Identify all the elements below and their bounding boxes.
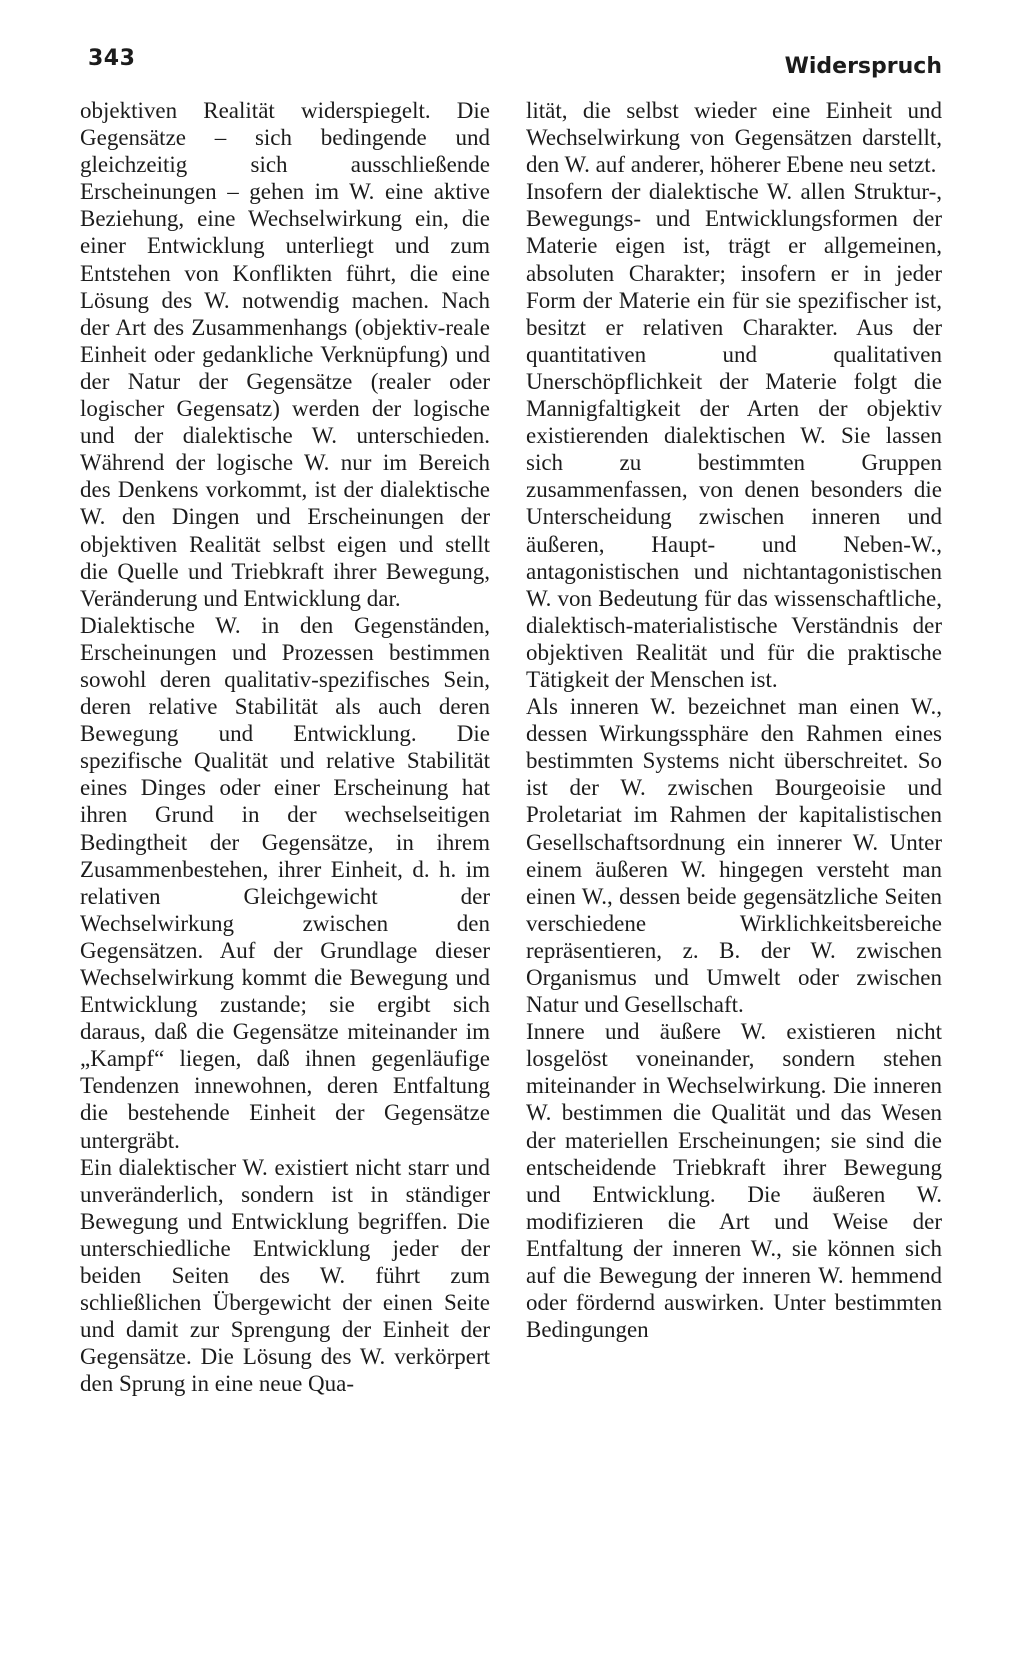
paragraph: lität, die selbst wieder eine Einheit und Wechselwirkung von Gegensätzen darstellt, den W. auf anderer, höherer Ebene neu setzt. bbox=[526, 98, 942, 178]
right-column bbox=[526, 97, 942, 1343]
paragraph: Dialektische W. in den Gegenständen, Erscheinungen und Prozessen bestimmen sowohl deren qualitativ-spezifisches Sein, deren relative Stabilität als auch deren Bewegung und Entwicklung. Die spezifische Qualität und relative Stabilität eines Dinges oder einer Erscheinung hat ihren Grund in der wechselseitigen Bedingtheit der Gegensätze, in ihrem Zusammenbestehen, ihrer Einheit, d. h. im relativen Gleichgewicht der Wechselwirkung zwischen den Gegensätzen. Auf der Grundlage dieser Wechselwirkung kommt die Bewegung und Entwicklung zustande; sie ergibt sich daraus, daß die Gegensätze miteinander im „Kampf“ liegen, daß ihnen gegenläufige Tendenzen innewohnen, deren Entfaltung die bestehende Einheit der Gegensätze untergräbt. bbox=[80, 612, 490, 1153]
running-head: Widerspruch bbox=[784, 54, 942, 79]
paragraph: Innere und äußere W. existieren nicht losgelöst voneinander, sondern stehen miteinander in Wechselwirkung. Die inneren W. bestimmen die Qualität und das Wesen der materiellen Erscheinungen; sie sind die entscheidende Triebkraft ihrer Bewegung und Entwicklung. Die äußeren W. modifizieren die Art und Weise der Entfaltung der inneren W., sie können sich auf die Bewegung der inneren W. hemmend oder fördernd auswirken. Unter bestimmten Bedingungen bbox=[526, 1019, 942, 1343]
left-column bbox=[80, 97, 490, 1398]
paragraph: Ein dialektischer W. existiert nicht starr und unveränderlich, sondern ist in ständiger Bewegung und Entwicklung begriffen. Die unterschiedliche Entwicklung jeder der beiden Seiten des W. führt zum schließlichen Übergewicht der einen Seite und damit zur Sprengung der Einheit der Gegensätze. Die Lösung des W. verkörpert den Sprung in eine neue Qua- bbox=[80, 1154, 490, 1397]
page-number: 343 bbox=[88, 46, 136, 71]
paragraph: Insofern der dialektische W. allen Struktur-, Bewegungs- und Entwicklungsformen der Materie eigen ist, trägt er allgemeinen, absoluten Charakter; insofern er in jeder Form der Materie ein für sie spezifischer ist, besitzt er relativen Charakter. Aus der quantitativen und qualitativen Unerschöpflichkeit der Materie folgt die Mannigfaltigkeit der Arten der objektiv existierenden dialektischen W. Sie lassen sich zu bestimmten Gruppen zusammenfassen, von denen besonders die Unterscheidung zwischen inneren und äußeren, Haupt- und Neben-W., antagonistischen und nichtantagonistischen W. von Bedeutung für das wissenschaftliche, dialektisch-materialistische Verständnis der objektiven Realität und für die praktische Tätigkeit der Menschen ist. bbox=[526, 179, 942, 692]
paragraph: Als inneren W. bezeichnet man einen W., dessen Wirkungssphäre den Rahmen eines bestimmten Systems nicht überschreitet. So ist der W. zwischen Bourgeoisie und Proletariat im Rahmen der kapitalistischen Gesellschaftsordnung ein innerer W. Unter einem äußeren W. hingegen versteht man einen W., dessen beide gegensätzliche Seiten verschiedene Wirklichkeitsbereiche repräsentieren, z. B. der W. zwischen Organismus und Umwelt oder zwischen Natur und Gesellschaft. bbox=[526, 694, 942, 1018]
paragraph: objektiven Realität widerspiegelt. Die Gegensätze – sich bedingende und gleichzeitig sich ausschließende Erscheinungen – gehen im W. eine aktive Beziehung, eine Wechselwirkung ein, die einer Entwicklung unterliegt und zum Entstehen von Konflikten führt, die eine Lösung des W. notwendig machen. Nach der Art des Zusammenhangs (objektiv-reale Einheit oder gedankliche Verknüpfung) und der Natur der Gegensätze (realer oder logischer Gegensatz) werden der logische und der dialektische W. unterschieden. Während der logische W. nur im Bereich des Denkens vorkommt, ist der dialektische W. den Dingen und Erscheinungen der objektiven Realität selbst eigen und stellt die Quelle und Triebkraft ihrer Bewegung, Veränderung und Entwicklung dar. bbox=[80, 98, 490, 611]
